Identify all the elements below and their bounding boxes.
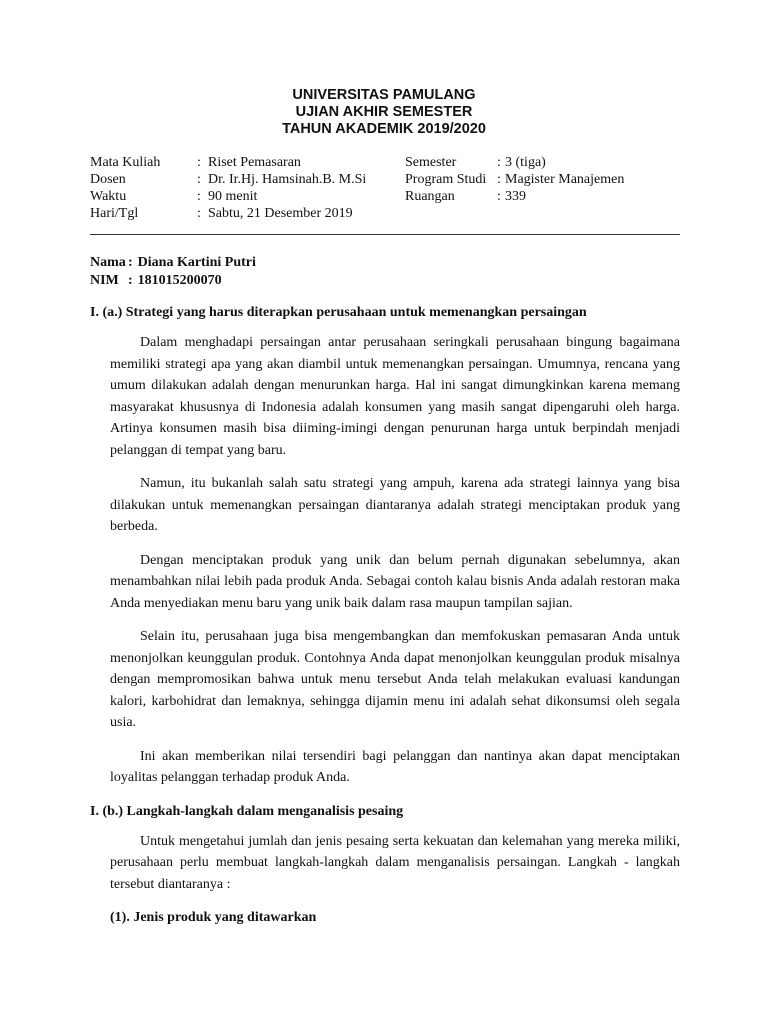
info-label: Hari/Tgl (90, 206, 139, 221)
info-row-time (90, 188, 366, 205)
info-row-program (405, 171, 624, 188)
info-value: 3 (tiga) (505, 155, 546, 170)
info-label: Dosen (90, 172, 126, 187)
paragraph: Selain itu, perusahaan juga bisa mengembangkan dan memfokuskan pemasaran Anda untuk menonjolkan keunggulan produk. Contohnya Anda dapat menonjolkan keunggulan produk misalnya dengan mempromosikan bahwa untuk menu tersebut Anda telah melakukan evaluasi kandungan kalori, karbohidrat dan lemaknya, sehingga dijamin menu ini adalah sehat dikonsumsi oleh segala usia. (110, 629, 680, 730)
exam-title: UJIAN AKHIR SEMESTER (295, 104, 473, 120)
info-row-room (405, 188, 624, 205)
student-name-row (90, 254, 256, 272)
academic-year: TAHUN AKADEMIK 2019/2020 (282, 121, 486, 137)
info-value: Dr. Ir.Hj. Hamsinah.B. M.Si (208, 172, 367, 187)
student-name-label: Nama (90, 255, 126, 270)
student-info (90, 254, 256, 290)
info-row-semester (405, 154, 624, 171)
info-colon: : (128, 255, 133, 270)
info-colon: : (497, 189, 501, 204)
header-divider (90, 234, 680, 235)
student-nim: 181015200070 (137, 273, 222, 288)
info-row-date (90, 205, 366, 222)
info-label: Mata Kuliah (90, 155, 161, 170)
section-heading-a: I. (a.) Strategi yang harus diterapkan perusahaan untuk memenangkan persaingan (90, 305, 587, 320)
student-nim-label: NIM (90, 273, 119, 288)
section-heading-b: I. (b.) Langkah-langkah dalam menganalisis pesaing (90, 803, 404, 819)
info-row-lecturer (90, 171, 366, 188)
exam-header (0, 87, 768, 138)
info-colon: : (497, 155, 501, 170)
paragraph: Dengan menciptakan produk yang unik dan belum pernah digunakan sebelumnya, akan menambahkan nilai lebih pada produk Anda. Sebagai contoh kalau bisnis Anda adalah restoran maka Anda menyediakan menu baru yang unik baik dalam rasa maupun tampilan sajian. (110, 552, 680, 611)
info-label: Semester (405, 155, 457, 170)
info-colon: : (197, 172, 201, 187)
info-label: Waktu (90, 189, 127, 204)
info-value: Magister Manajemen (505, 172, 625, 187)
subsection-heading: (1). Jenis produk yang ditawarkan (110, 910, 317, 925)
answer-content (90, 302, 680, 928)
course-info (90, 154, 366, 222)
paragraph: Ini akan memberikan nilai tersendiri bagi pelanggan dan nantinya akan dapat menciptakan loyalitas pelanggan terhadap produk Anda. (110, 748, 680, 785)
info-colon: : (497, 172, 501, 187)
info-value: Sabtu, 21 Desember 2019 (208, 206, 353, 221)
info-value: 90 menit (208, 189, 258, 204)
info-colon: : (197, 189, 201, 204)
info-value: Riset Pemasaran (208, 155, 301, 170)
info-value: 339 (505, 189, 526, 204)
info-colon: : (197, 206, 201, 221)
paragraph: Dalam menghadapi persaingan antar perusahaan seringkali perusahaan bingung bagaimana memiliki strategi apa yang akan diambil untuk memenangkan persaingan. Umumnya, rencana yang umum dilakukan adalah dengan menurunkan harga. Hal ini sangat dimungkinkan karena memang masyarakat khususnya di Indonesia adalah konsumen yang masih sangat dipengaruhi oleh harga. Artinya konsumen masih bisa diiming-imingi dengan penurunan harga untuk berpindah menjadi pelanggan di tempat yang baru. (110, 335, 680, 458)
info-colon: : (128, 273, 133, 288)
info-row-course (90, 154, 366, 171)
university-name: UNIVERSITAS PAMULANG (292, 87, 476, 103)
paragraph: Untuk mengetahui jumlah dan jenis pesaing serta kekuatan dan kelemahan yang mereka miliki, perusahaan perlu membuat langkah-langkah dalam menganalisis persaingan. Langkah - langkah tersebut diantaranya : (110, 833, 680, 892)
program-info (405, 154, 624, 205)
paragraph: Namun, itu bukanlah salah satu strategi yang ampuh, karena ada strategi lainnya yang bisa dilakukan untuk memenangkan persaingan diantaranya adalah strategi menciptakan produk yang berbeda. (110, 476, 680, 534)
student-name: Diana Kartini Putri (137, 255, 256, 270)
info-colon: : (197, 155, 201, 170)
student-nim-row (90, 272, 256, 290)
info-label: Ruangan (405, 189, 455, 204)
info-label: Program Studi (405, 172, 487, 187)
